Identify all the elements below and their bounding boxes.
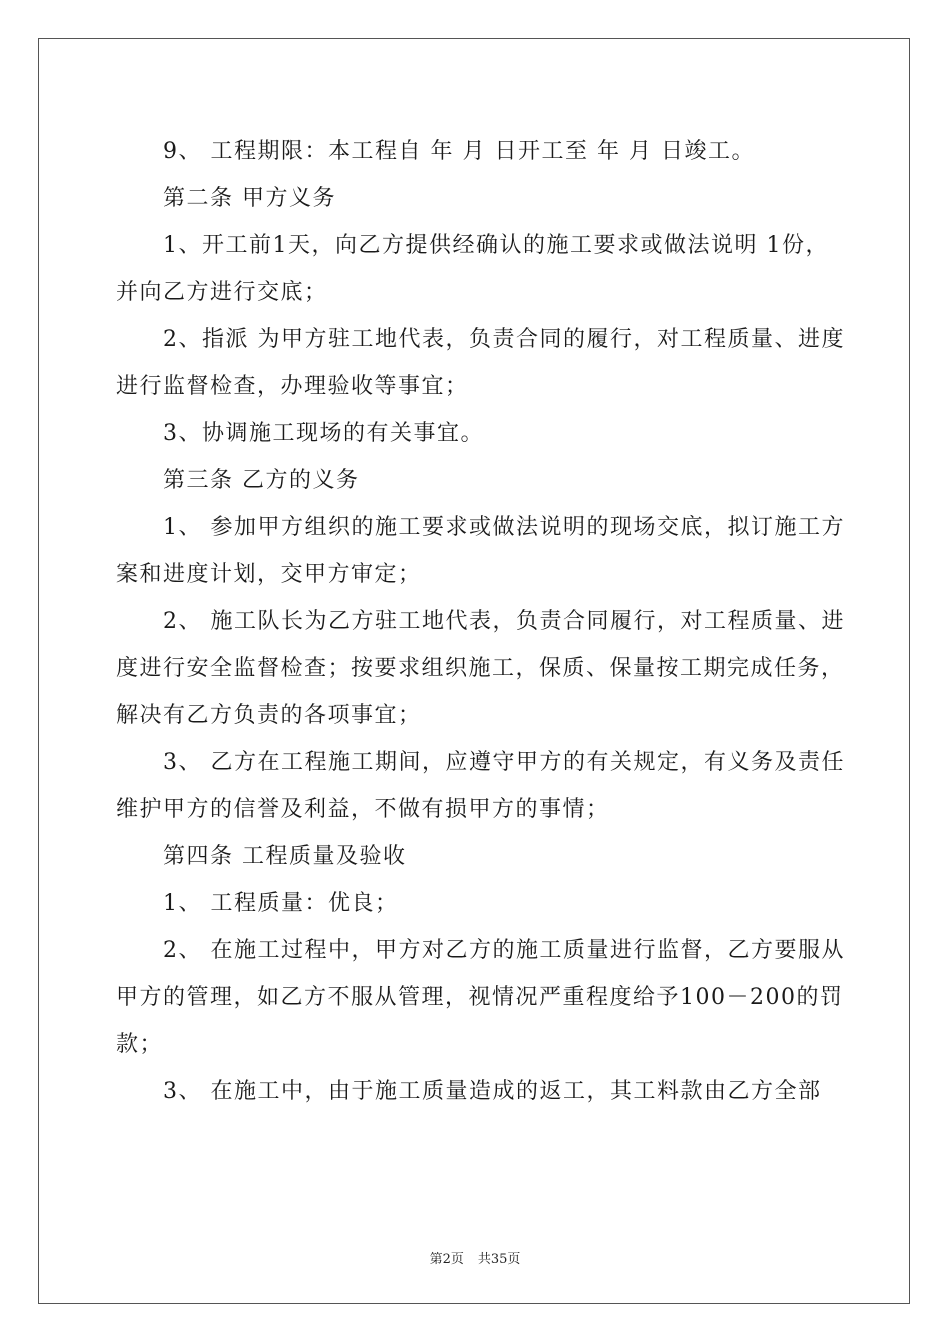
paragraph: 2、 在施工过程中，甲方对乙方的施工质量进行监督，乙方要服从甲方的管理，如乙方不服从管理，视情况严重程度给予100－200的罚款； <box>116 938 845 1057</box>
paragraph: 2、 施工队长为乙方驻工地代表，负责合同履行，对工程质量、进度进行安全监督检查；按要求组织施工，保质、保量按工期完成任务，解决有乙方负责的各项事宜； <box>116 609 845 728</box>
paragraph: 3、 在施工中，由于施工质量造成的返工，其工料款由乙方全部 <box>163 1079 822 1104</box>
page-footer <box>0 1248 950 1267</box>
paragraph-term-period: 9、 工程期限：本工程自 年 月 日开工至 年 月 日竣工。 <box>163 139 755 164</box>
paragraph: 1、 参加甲方组织的施工要求或做法说明的现场交底，拟订施工方案和进度计划，交甲方审定； <box>116 515 845 587</box>
section-heading-party-a-duties: 第二条 甲方义务 <box>163 186 336 211</box>
section-heading-party-b-duties: 第三条 乙方的义务 <box>163 468 360 493</box>
section-heading-quality-acceptance: 第四条 工程质量及验收 <box>163 844 407 869</box>
paragraph: 2、指派 为甲方驻工地代表，负责合同的履行，对工程质量、进度进行监督检查，办理验收等事宜； <box>116 327 845 399</box>
paragraph: 3、 乙方在工程施工期间，应遵守甲方的有关规定，有义务及责任维护甲方的信誉及利益，不做有损甲方的事情； <box>116 750 845 822</box>
page-number: 第2页 <box>429 1252 464 1267</box>
paragraph: 1、开工前1天，向乙方提供经确认的施工要求或做法说明 1份，并向乙方进行交底； <box>116 233 829 305</box>
paragraph: 3、协调施工现场的有关事宜。 <box>163 421 484 446</box>
paragraph: 1、 工程质量：优良； <box>163 891 399 916</box>
page-total: 共35页 <box>477 1252 521 1267</box>
document-body <box>116 128 846 1115</box>
